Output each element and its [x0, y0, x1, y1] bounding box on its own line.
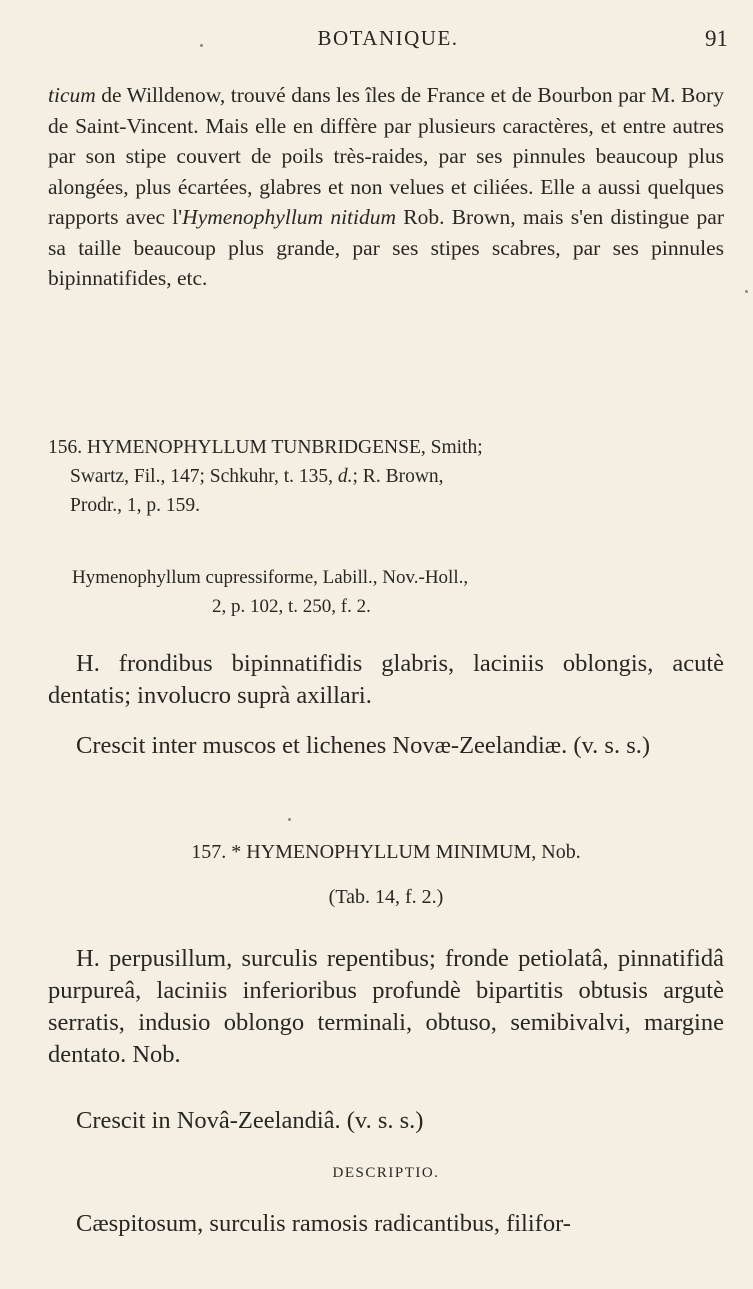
entry-157-habitat: Crescit in Novâ-Zeelandiâ. (v. s. s.) — [76, 1107, 424, 1134]
entry-156-refs — [48, 462, 724, 491]
paper-speck — [288, 818, 291, 821]
entry-157-diagnosis: H. perpusillum, surculis repentibus; fronde petiolatâ, pinnatifidâ purpureâ, laciniis inferioribus profundè bipartitis obtusis argutè serratis, indusio oblongo terminali, obtuso, semibivalvi, margine dentato. Nob. — [48, 945, 724, 1068]
entry-157-plate: (Tab. 14, f. 2.) — [328, 886, 444, 908]
paper-speck — [745, 290, 748, 293]
entry-156-diagnosis: H. frondibus bipinnatifidis glabris, laciniis oblongis, acutè dentatis; involucro suprà axillari. — [48, 650, 724, 709]
entry-157-heading: 157. * HYMENOPHYLLUM MINIMUM, Nob. — [191, 841, 581, 863]
continuation-text-1: de Willdenow, trouvé dans les îles de France et de Bourbon par M. Bory de Saint-Vincent. Mais elle en diffère par plusieurs caractères, et entre autres par son stipe couvert de poils très-raides, par ses pinnules beaucoup plus alongées, plus écartées, glabres et non velues et ciliées. Elle a aussi quelques rapports avec l' — [48, 83, 724, 229]
page-header — [48, 26, 728, 56]
entry-156-synonym — [72, 563, 712, 621]
continuation-italic-start: ticum — [48, 83, 96, 107]
entry-156-habitat: Crescit inter muscos et lichenes Novæ-Zeelandiæ. (v. s. s.) — [76, 732, 651, 759]
continuation-paragraph — [48, 80, 724, 294]
entry-156-synonym-1: Hymenophyllum cupressiforme, Labill., Nov.-Holl., — [72, 567, 469, 588]
running-title: BOTANIQUE. — [317, 26, 459, 50]
entry-156-synonym-2: 2, p. 102, t. 250, f. 2. — [212, 596, 371, 617]
entry-156-prodr: Prodr., 1, p. 159. — [70, 495, 201, 516]
species-name-nitidum: Hymenophyllum nitidum — [182, 205, 397, 229]
description-heading: DESCRIPTIO. — [332, 1165, 440, 1181]
entry-157-description: Cæspitosum, surculis ramosis radicantibus, filifor- — [76, 1210, 571, 1237]
entry-156-title: 156. HYMENOPHYLLUM TUNBRIDGENSE, Smith; — [48, 437, 483, 458]
continuation-text-2: Rob. Brown, mais s'en distingue par sa taille beaucoup plus grande, par ses stipes scabres, par ses pinnules bipinnatifides, etc. — [48, 205, 724, 290]
entry-156-refs-a: Swartz, Fil., 147; Schkuhr, t. 135, — [70, 466, 338, 487]
entry-156-refs-b: ; R. Brown, — [352, 466, 444, 487]
entry-156-refs-italic: d. — [337, 466, 353, 487]
entry-156-heading — [48, 433, 724, 520]
page-number: 91 — [705, 26, 728, 51]
paper-speck — [200, 44, 203, 47]
